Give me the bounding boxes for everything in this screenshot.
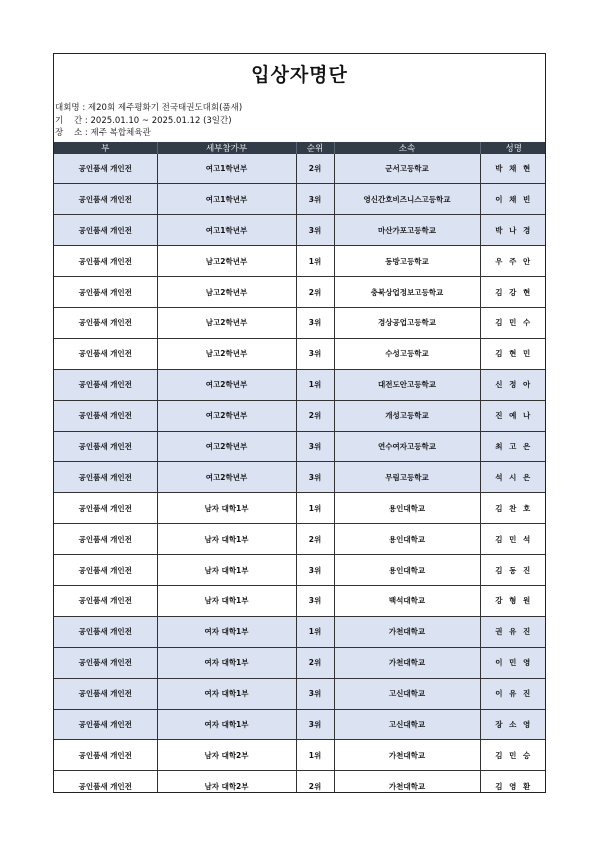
cell-rank: 3위	[296, 555, 334, 586]
cell-division: 공인품새 개인전	[54, 555, 157, 586]
header-category: 세부참가부	[157, 142, 296, 154]
cell-category: 남자 대학2부	[157, 771, 296, 793]
cell-name: 김 민 수	[480, 307, 546, 338]
cell-team: 용인대학교	[334, 524, 480, 555]
cell-team: 수성고등학교	[334, 338, 480, 369]
cell-division: 공인품새 개인전	[54, 277, 157, 308]
cell-rank: 2위	[296, 277, 334, 308]
cell-name: 장 소 영	[480, 709, 546, 740]
header-name: 성명	[480, 142, 546, 154]
table-row	[54, 709, 546, 740]
cell-name: 김 찬 호	[480, 493, 546, 524]
cell-division: 공인품새 개인전	[54, 338, 157, 369]
table-row	[54, 215, 546, 246]
winners-table	[54, 142, 546, 794]
table-row	[54, 369, 546, 400]
table-row	[54, 184, 546, 215]
cell-rank: 3위	[296, 338, 334, 369]
cell-rank: 3위	[296, 709, 334, 740]
cell-category: 여고2학년부	[157, 400, 296, 431]
event-info	[54, 102, 545, 140]
cell-name: 박 채 현	[480, 154, 546, 184]
cell-team: 고신대학교	[334, 678, 480, 709]
cell-category: 여고2학년부	[157, 431, 296, 462]
table-row	[54, 555, 546, 586]
cell-category: 여자 대학1부	[157, 616, 296, 647]
cell-division: 공인품새 개인전	[54, 431, 157, 462]
table-row	[54, 307, 546, 338]
cell-team: 대전도안고등학교	[334, 369, 480, 400]
cell-division: 공인품새 개인전	[54, 647, 157, 678]
cell-division: 공인품새 개인전	[54, 307, 157, 338]
cell-team: 가천대학교	[334, 616, 480, 647]
cell-rank: 3위	[296, 431, 334, 462]
cell-division: 공인품새 개인전	[54, 709, 157, 740]
cell-rank: 3위	[296, 184, 334, 215]
cell-rank: 3위	[296, 462, 334, 493]
cell-team: 가천대학교	[334, 771, 480, 793]
cell-division: 공인품새 개인전	[54, 246, 157, 277]
cell-name: 김 현 민	[480, 338, 546, 369]
table-row	[54, 431, 546, 462]
cell-rank: 1위	[296, 369, 334, 400]
cell-rank: 3위	[296, 678, 334, 709]
cell-category: 여고1학년부	[157, 154, 296, 184]
cell-team: 마산가포고등학교	[334, 215, 480, 246]
cell-rank: 2위	[296, 400, 334, 431]
table-header-row	[54, 142, 546, 154]
cell-team: 백석대학교	[334, 585, 480, 616]
table-row	[54, 771, 546, 793]
table-row	[54, 740, 546, 771]
cell-category: 여고1학년부	[157, 184, 296, 215]
cell-name: 우 주 안	[480, 246, 546, 277]
cell-division: 공인품새 개인전	[54, 184, 157, 215]
cell-category: 여자 대학1부	[157, 678, 296, 709]
cell-division: 공인품새 개인전	[54, 462, 157, 493]
table-row	[54, 277, 546, 308]
cell-category: 남자 대학1부	[157, 585, 296, 616]
cell-division: 공인품새 개인전	[54, 400, 157, 431]
table-row	[54, 462, 546, 493]
cell-rank: 1위	[296, 616, 334, 647]
table-row	[54, 493, 546, 524]
cell-name: 최 고 은	[480, 431, 546, 462]
cell-rank: 1위	[296, 740, 334, 771]
cell-team: 영신간호비즈니스고등학교	[334, 184, 480, 215]
table-row	[54, 678, 546, 709]
cell-category: 여자 대학1부	[157, 647, 296, 678]
cell-division: 공인품새 개인전	[54, 771, 157, 793]
cell-division: 공인품새 개인전	[54, 493, 157, 524]
cell-rank: 2위	[296, 771, 334, 793]
cell-team: 개성고등학교	[334, 400, 480, 431]
cell-name: 신 정 아	[480, 369, 546, 400]
table-row	[54, 154, 546, 184]
cell-category: 남자 대학1부	[157, 524, 296, 555]
cell-category: 남고2학년부	[157, 307, 296, 338]
cell-rank: 1위	[296, 493, 334, 524]
table-row	[54, 616, 546, 647]
cell-name: 강 형 원	[480, 585, 546, 616]
cell-category: 남자 대학1부	[157, 493, 296, 524]
cell-team: 군서고등학교	[334, 154, 480, 184]
table-row	[54, 585, 546, 616]
cell-team: 동방고등학교	[334, 246, 480, 277]
cell-division: 공인품새 개인전	[54, 154, 157, 184]
cell-division: 공인품새 개인전	[54, 616, 157, 647]
page-title: 입상자명단	[251, 64, 348, 86]
results-sheet	[53, 53, 546, 793]
cell-rank: 3위	[296, 215, 334, 246]
info-line-venue: 장 소 : 제주 복합체육관	[55, 128, 151, 138]
cell-rank: 3위	[296, 585, 334, 616]
cell-team: 연수여자고등학교	[334, 431, 480, 462]
cell-category: 남자 대학2부	[157, 740, 296, 771]
cell-name: 석 시 은	[480, 462, 546, 493]
cell-rank: 3위	[296, 307, 334, 338]
cell-category: 남고2학년부	[157, 277, 296, 308]
cell-division: 공인품새 개인전	[54, 524, 157, 555]
info-line-period: 기 간 : 2025.01.10 ~ 2025.01.12 (3일간)	[55, 115, 232, 126]
cell-name: 진 예 나	[480, 400, 546, 431]
cell-name: 김 영 환	[480, 771, 546, 793]
cell-rank: 2위	[296, 154, 334, 184]
cell-rank: 1위	[296, 246, 334, 277]
cell-rank: 2위	[296, 647, 334, 678]
cell-team: 가천대학교	[334, 647, 480, 678]
cell-name: 이 민 영	[480, 647, 546, 678]
cell-name: 박 나 경	[480, 215, 546, 246]
cell-division: 공인품새 개인전	[54, 585, 157, 616]
table-row	[54, 338, 546, 369]
cell-team: 무림고등학교	[334, 462, 480, 493]
cell-category: 남자 대학1부	[157, 555, 296, 586]
cell-division: 공인품새 개인전	[54, 678, 157, 709]
info-line-event: 대회명 : 제20회 제주평화기 전국태권도대회(품새)	[55, 103, 243, 113]
cell-team: 경상공업고등학교	[334, 307, 480, 338]
cell-category: 남고2학년부	[157, 338, 296, 369]
table-row	[54, 400, 546, 431]
header-team: 소속	[334, 142, 480, 154]
cell-category: 남고2학년부	[157, 246, 296, 277]
cell-category: 여자 대학1부	[157, 709, 296, 740]
table-row	[54, 246, 546, 277]
cell-team: 충북상업정보고등학교	[334, 277, 480, 308]
cell-division: 공인품새 개인전	[54, 215, 157, 246]
cell-division: 공인품새 개인전	[54, 740, 157, 771]
cell-rank: 2위	[296, 524, 334, 555]
cell-team: 용인대학교	[334, 493, 480, 524]
cell-name: 김 강 현	[480, 277, 546, 308]
table-row	[54, 524, 546, 555]
cell-name: 이 채 빈	[480, 184, 546, 215]
cell-name: 김 민 승	[480, 740, 546, 771]
cell-division: 공인품새 개인전	[54, 369, 157, 400]
header-division: 부	[54, 142, 157, 154]
cell-name: 권 유 진	[480, 616, 546, 647]
cell-name: 김 동 진	[480, 555, 546, 586]
cell-name: 김 민 석	[480, 524, 546, 555]
cell-team: 용인대학교	[334, 555, 480, 586]
cell-team: 고신대학교	[334, 709, 480, 740]
cell-category: 여고2학년부	[157, 462, 296, 493]
cell-category: 여고2학년부	[157, 369, 296, 400]
cell-team: 가천대학교	[334, 740, 480, 771]
table-row	[54, 647, 546, 678]
header-rank: 순위	[296, 142, 334, 154]
cell-name: 이 유 진	[480, 678, 546, 709]
cell-category: 여고1학년부	[157, 215, 296, 246]
